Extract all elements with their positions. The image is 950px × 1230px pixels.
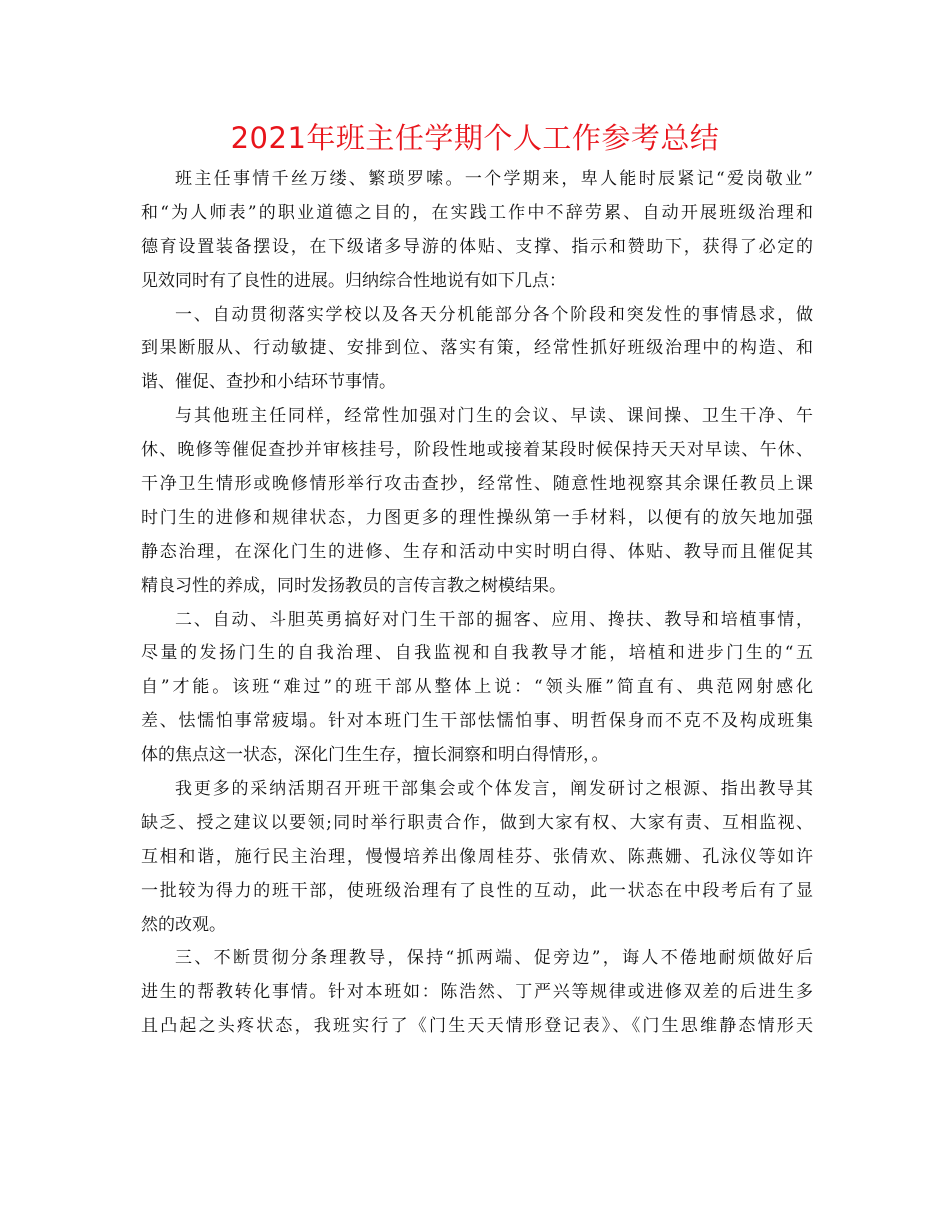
body-line: 与其他班主任同样，经常性加强对门生的会议、早读、课间操、卫生干净、午 xyxy=(175,406,813,427)
body-line: 然的改观。 xyxy=(141,914,226,935)
body-line: 缺乏、授之建议以要领;同时举行职责合作，做到大家有权、大家有责、互相监视、 xyxy=(141,812,813,833)
body-line: 和“为人师表”的职业道德之目的，在实践工作中不辞劳累、自动开展班级治理和 xyxy=(141,202,813,223)
body-line: 谐、催促、查抄和小结环节事情。 xyxy=(141,372,396,393)
body-line: 时门生的进修和规律状态，力图更多的理性操纵第一手材料，以便有的放矢地加强 xyxy=(141,507,813,528)
body-line: 干净卫生情形或晚修情形举行攻击查抄，经常性、随意性地视察其余课任教员上课 xyxy=(141,474,813,495)
body-line: 二、自动、斗胆英勇搞好对门生干部的掘客、应用、搀扶、教导和培植事情， xyxy=(175,609,813,630)
body-line: 且凸起之头疼状态，我班实行了《门生天天情形登记表》、《门生思维静态情形天 xyxy=(141,1016,813,1037)
body-line: 休、晚修等催促查抄并审核挂号，阶段性地或接着某段时候保持天天对早读、午休、 xyxy=(141,440,813,461)
body-line: 一、自动贯彻落实学校以及各天分机能部分各个阶段和突发性的事情恳求，做 xyxy=(175,304,813,325)
body-line: 进生的帮教转化事情。针对本班如：陈浩然、丁严兴等规律或进修双差的后进生多 xyxy=(141,982,813,1003)
body-line: 我更多的采纳活期召开班干部集会或个体发言，阐发研讨之根源、指出教导其 xyxy=(175,779,813,800)
body-line: 自”才能。该班“难过”的班干部从整体上说：“领头雁”简直有、典范网射感化 xyxy=(141,677,814,698)
body-line: 见效同时有了良性的进展。归纳综合性地说有如下几点： xyxy=(141,270,566,291)
body-line: 三、不断贯彻分条理教导，保持“抓两端、促旁边”，诲人不倦地耐烦做好后 xyxy=(175,948,813,969)
document-body xyxy=(141,163,813,1044)
body-line: 差、怯懦怕事常疲塌。针对本班门生干部怯懦怕事、明哲保身而不克不及构成班集 xyxy=(141,711,813,732)
body-line: 互相和谐，施行民主治理，慢慢培养出像周桂芬、张倩欢、陈燕姗、孔泳仪等如许 xyxy=(141,846,813,867)
body-line: 精良习性的养成，同时发扬教员的言传言教之树模结果。 xyxy=(141,575,566,596)
document-title: 2021年班主任学期个人工作参考总结 xyxy=(230,121,720,155)
body-line: 静态治理，在深化门生的进修、生存和活动中实时明白得、体贴、教导而且催促其 xyxy=(141,541,813,562)
body-line: 到果断服从、行动敏捷、安排到位、落实有策，经常性抓好班级治理中的构造、和 xyxy=(141,338,813,359)
body-line: 班主任事情千丝万缕、繁琐罗嗦。一个学期来，卑人能时辰紧记“爱岗敬业” xyxy=(175,169,813,189)
body-line: 体的焦点这一状态，深化门生生存，擅长洞察和明白得情形，。 xyxy=(141,745,609,766)
body-line: 一批较为得力的班干部，使班级治理有了良性的互动，此一状态在中段考后有了显 xyxy=(141,880,813,901)
body-line: 尽量的发扬门生的自我治理、自我监视和自我教导才能，培植和进步门生的“五 xyxy=(141,643,813,664)
body-line: 德育设置装备摆设，在下级诸多导游的体贴、支撑、指示和赞助下，获得了必定的 xyxy=(141,236,813,257)
